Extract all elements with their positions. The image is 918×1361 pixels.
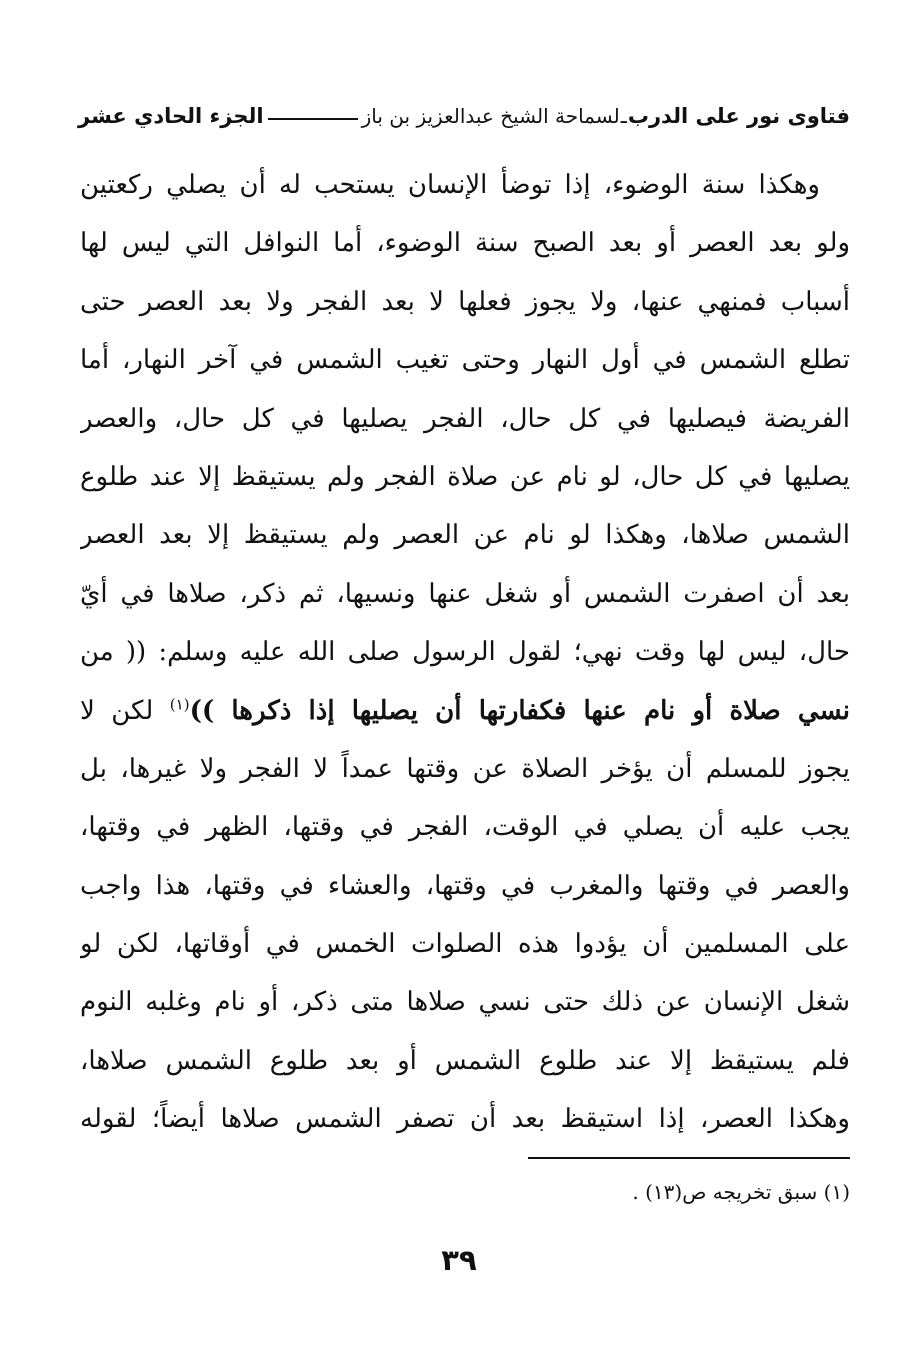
header-separator: ـ — [620, 104, 627, 128]
text-line: يجب عليه أن يصلي في الوقت، الفجر في وقتها، الظهر في وقتها، — [80, 812, 850, 843]
footnote-marker[interactable]: (١) — [169, 694, 190, 713]
text-line: تطلع الشمس في أول النهار وحتى تغيب الشمس في آخر النهار، أما — [80, 345, 850, 376]
text-line: وهكذا سنة الوضوء، إذا توضأ الإنسان يستحب له أن يصلي ركعتين — [80, 170, 820, 200]
text-line: الشمس صلاها، وهكذا لو نام عن العصر ولم يستيقظ إلا بعد العصر — [80, 520, 850, 551]
main-text — [80, 156, 850, 1149]
text-line: والعصر في وقتها والمغرب في وقتها، والعشاء في وقتها، هذا واجب — [80, 870, 850, 901]
author-name: لسماحة الشيخ عبدالعزيز بن باز — [361, 104, 620, 128]
text-line: شغل الإنسان عن ذلك حتى نسي صلاها متى ذكر، أو نام وغلبه النوم — [80, 987, 850, 1018]
text-line: يصليها في كل حال، لو نام عن صلاة الفجر ولم يستيقظ إلا عند طلوع — [80, 461, 850, 492]
text-line: على المسلمين أن يؤدوا هذه الصلوات الخمس في أوقاتها، لكن لو — [80, 929, 850, 960]
part-title: الجزء الحادي عشر — [78, 104, 264, 128]
running-header — [78, 88, 850, 128]
footnote: (١) سبق تخريجه ص(١٣) . — [632, 1180, 850, 1204]
book-title: فتاوى نور على الدرب — [627, 104, 850, 128]
text-line: أسباب فمنهي عنها، ولا يجوز فعلها لا بعد الفجر ولا بعد العصر حتى — [80, 286, 850, 317]
text-line: الفريضة فيصليها في كل حال، الفجر يصليها في كل حال، والعصر — [80, 403, 850, 434]
text-line: يجوز للمسلم أن يؤخر الصلاة عن وقتها عمداً لا الفجر ولا غيرها، بل — [80, 753, 850, 784]
text-line: بعد أن اصفرت الشمس أو شغل عنها ونسيها، ثم ذكر، صلاها في أيّ — [80, 578, 850, 609]
text-line: فلم يستيقظ إلا عند طلوع الشمس أو بعد طلوع الشمس صلاها، — [80, 1045, 850, 1076]
hadith-continuation: لكن لا — [80, 695, 154, 726]
hadith-quote: نسي صلاة أو نام عنها فكفارتها أن يصليها إذا ذكرها )) — [189, 695, 850, 726]
page-number: ٣٩ — [441, 1243, 477, 1277]
text-line: ولو بعد العصر أو بعد الصبح سنة الوضوء، أما النوافل التي ليس لها — [80, 228, 850, 259]
hadith-line — [80, 682, 850, 740]
text-line: حال، ليس لها وقت نهي؛ لقول الرسول صلى الله عليه وسلم: (( من — [80, 637, 850, 668]
header-rule — [268, 118, 358, 120]
footnote-rule — [528, 1157, 850, 1159]
text-line: وهكذا العصر، إذا استيقظ بعد أن تصفر الشمس صلاها أيضاً؛ لقوله — [80, 1104, 850, 1135]
